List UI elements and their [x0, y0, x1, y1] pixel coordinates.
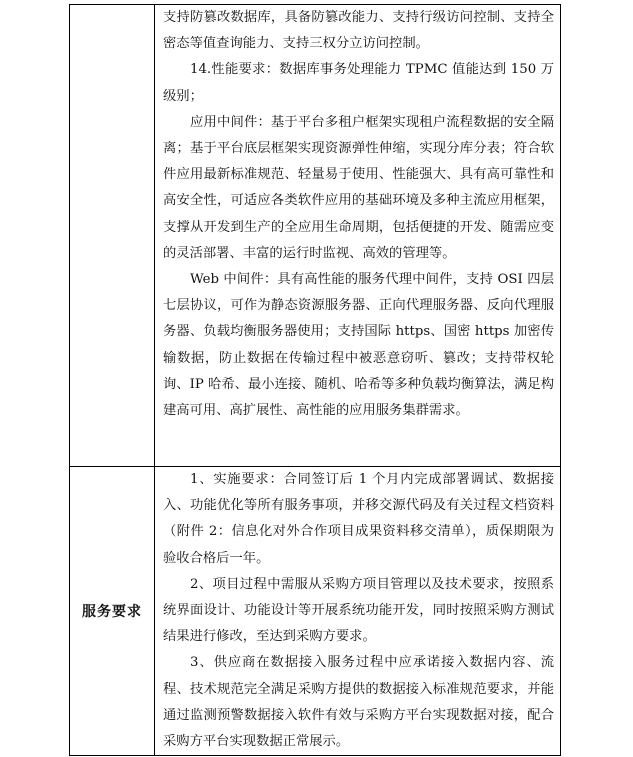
paragraph-database-security: 支持防篡改数据库，具备防篡改能力、支持行级访问控制、支持全密态等值查询能力、支持三权分立访问控制。 [163, 10, 554, 52]
table-row [70, 467, 561, 756]
paragraph-app-middleware: 应用中间件：基于平台多租户框架实现租户流程数据的安全隔离；基于平台底层框架实现资源弹性伸缩，实现分库分表；符合软件应用最新标准规范、轻量易于使用、性能强大、具有高可靠性和高安全性，可适应各类软件应用的基础环境及多种主流应用框架，支撑从开发到生产的全应用生命周期，包括便捷的开发、随需应变的灵活部署、丰富的运行时监视、高效的管理等。 [163, 114, 554, 261]
table-row [70, 5, 561, 467]
paragraph-project-process: 2、项目过程中需服从采购方项目管理以及技术要求，按照系统界面设计、功能设计等开展系统功能开发，同时按照采购方测试结果进行修改，至达到采购方要求。 [163, 576, 554, 645]
row-label-cell [70, 5, 155, 467]
row-content-cell [155, 5, 561, 467]
paragraph-performance: 14.性能要求：数据库事务处理能力 TPMC 值能达到 150 万级别； [163, 62, 554, 104]
service-requirements-label: 服务要求 [82, 604, 142, 621]
row-content-cell [155, 467, 561, 756]
row-label-cell [70, 467, 155, 756]
paragraph-web-middleware: Web 中间件：具有高性能的服务代理中间件，支持 OSI 四层七层协议，可作为静态资源服务器、正向代理服务器、反向代理服务器、负载均衡服务器使用；支持国际 https、国密 https 加密传输数据，防止数据在传输过程中被恶意窃听、篡改；支持带权轮询、IP 哈希、最小连接、随机、哈希等多种负载均衡算法，满足构建高可用、高扩展性、高性能的应用服务集群需求。 [163, 272, 554, 419]
paragraph-implementation: 1、实施要求：合同签订后 1 个月内完成部署调试、数据接入、功能优化等所有服务事项，并移交源代码及有关过程文档资料（附件 2：信息化对外合作项目成果资料移交清单），质保期限为验收合格后一年。 [163, 472, 554, 566]
requirements-table [69, 4, 561, 756]
paragraph-data-access: 3、供应商在数据接入服务过程中应承诺接入数据内容、流程、技术规范完全满足采购方提供的数据接入标准规范要求，并能通过监测预警数据接入软件有效与采购方平台实现数据对接，配合采购方平台实现数据正常展示。 [163, 655, 554, 750]
